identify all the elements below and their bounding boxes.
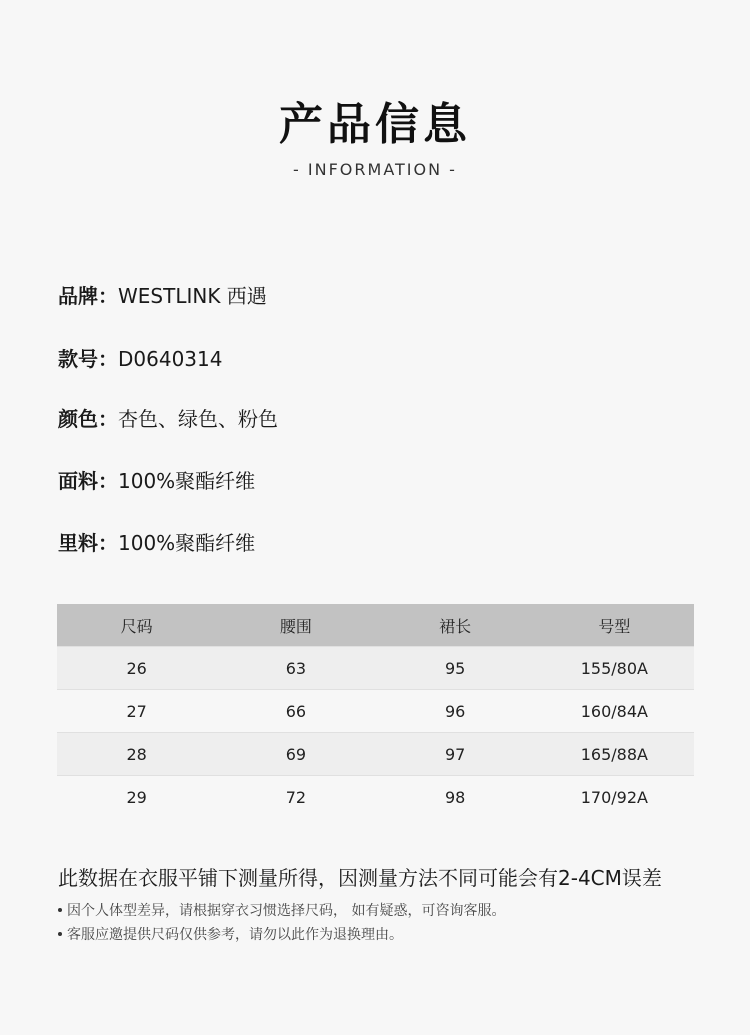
info-row-style-number bbox=[58, 343, 222, 372]
table-row bbox=[57, 733, 694, 776]
info-row-brand bbox=[58, 280, 267, 309]
table-row bbox=[57, 776, 694, 819]
info-label: 里料： bbox=[58, 531, 118, 555]
info-value: WESTLINK 西遇 bbox=[118, 284, 267, 308]
table-cell: 29 bbox=[57, 776, 216, 819]
info-label: 颜色： bbox=[58, 407, 118, 431]
info-row-color bbox=[58, 403, 278, 432]
info-row-lining bbox=[58, 527, 255, 556]
table-cell: 69 bbox=[216, 733, 375, 776]
table-cell: 63 bbox=[216, 647, 375, 690]
table-cell: 27 bbox=[57, 690, 216, 733]
info-value: 100%聚酯纤维 bbox=[118, 469, 256, 493]
info-label: 品牌： bbox=[58, 284, 118, 308]
note-bullet-text: 因个人体型差异，请根据穿衣习惯选择尺码， 如有疑惑，可咨询客服。 bbox=[67, 903, 506, 919]
info-label: 面料： bbox=[58, 469, 118, 493]
table-cell: 95 bbox=[376, 647, 535, 690]
table-cell: 66 bbox=[216, 690, 375, 733]
table-cell: 97 bbox=[376, 733, 535, 776]
column-header: 尺码 bbox=[57, 604, 216, 647]
table-cell: 160/84A bbox=[535, 690, 694, 733]
column-header: 裙长 bbox=[376, 604, 535, 647]
info-value: 杏色、绿色、粉色 bbox=[118, 407, 278, 431]
table-cell: 26 bbox=[57, 647, 216, 690]
measurement-note: 此数据在衣服平铺下测量所得，因测量方法不同可能会有2-4CM误差 bbox=[58, 866, 662, 890]
table-row bbox=[57, 690, 694, 733]
info-label: 款号： bbox=[58, 347, 118, 371]
page-subtitle: - INFORMATION - bbox=[293, 160, 457, 179]
table-cell: 72 bbox=[216, 776, 375, 819]
table-row bbox=[57, 647, 694, 690]
bullet-dot-icon bbox=[58, 932, 62, 936]
info-value: D0640314 bbox=[118, 347, 223, 371]
table-cell: 96 bbox=[376, 690, 535, 733]
table-cell: 165/88A bbox=[535, 733, 694, 776]
note-bullet bbox=[58, 924, 403, 944]
page-title: 产品信息 bbox=[279, 99, 471, 150]
table-cell: 98 bbox=[376, 776, 535, 819]
table-cell: 155/80A bbox=[535, 647, 694, 690]
note-bullet bbox=[58, 900, 505, 920]
bullet-dot-icon bbox=[58, 908, 62, 912]
table-cell: 170/92A bbox=[535, 776, 694, 819]
table-header-row bbox=[57, 604, 694, 647]
info-row-fabric bbox=[58, 465, 255, 494]
column-header: 号型 bbox=[535, 604, 694, 647]
column-header: 腰围 bbox=[216, 604, 375, 647]
note-bullet-text: 客服应邀提供尺码仅供参考，请勿以此作为退换理由。 bbox=[67, 927, 403, 943]
info-value: 100%聚酯纤维 bbox=[118, 531, 256, 555]
size-table bbox=[57, 604, 694, 818]
table-cell: 28 bbox=[57, 733, 216, 776]
